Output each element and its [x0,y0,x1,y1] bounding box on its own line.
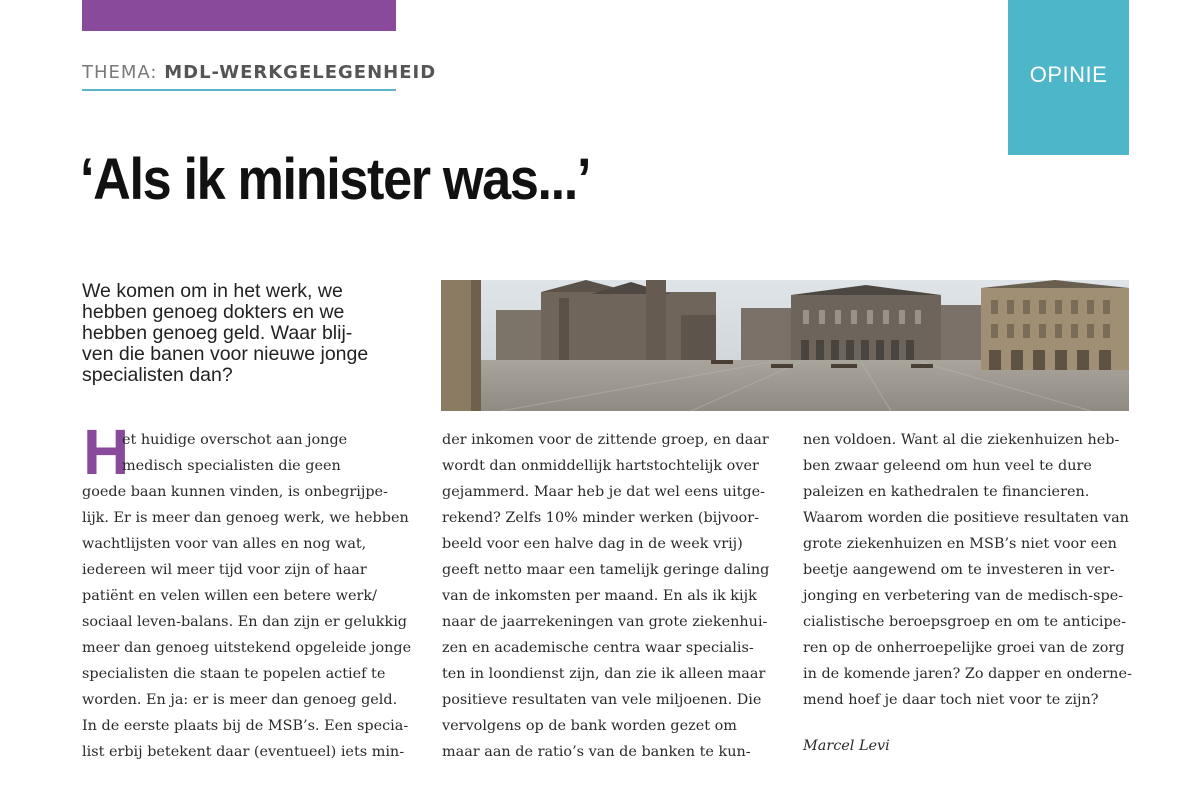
lead-line: hebben genoeg geld. Waar blij- [82,322,353,344]
text-line: geeft netto maar een tamelijk geringe daling [442,562,770,578]
text-line: In de eerste plaats bij de MSB’s. Een specia- [82,718,409,734]
text-line: positieve resultaten van vele miljoenen. Die [442,692,762,708]
text-line: zen en academische centra waar specialis- [442,640,754,656]
text-line: goede baan kunnen vinden, is onbegrijpe- [82,484,388,500]
text-line: patiënt en velen willen een betere werk/ [82,588,377,604]
binnenhof-panorama-photo [441,280,1129,411]
text-line: jonging en verbetering van de medisch-spe- [803,588,1124,604]
lead-line: hebben genoeg dokters en we [82,301,345,323]
text-line: ten in loondienst zijn, dan zie ik alleen maar [442,666,766,682]
text-line: beeld voor een halve dag in de week vrij) [442,536,743,552]
purple-accent-bar [82,0,396,31]
author-byline: Marcel Levi [803,738,890,754]
text-line: et huidige overschot aan jonge [122,432,348,448]
text-line: grote ziekenhuizen en MSB’s niet voor een [803,536,1117,552]
text-line: gejammerd. Maar heb je dat wel eens uitge- [442,484,765,500]
text-line: ben zwaar geleend om hun veel te dure [803,458,1092,474]
text-line: in de komende jaren? Zo dapper en onderne- [803,666,1132,682]
text-line: wordt dan onmiddellijk hartstochtelijk over [442,458,759,474]
theme-label: THEMA: [82,62,158,83]
text-line: sociaal leven-balans. En dan zijn er gelukkig [82,614,408,630]
text-line: medisch specialisten die geen [122,458,341,474]
text-line: van de inkomsten per maand. En als ik kijk [442,588,757,604]
text-line: nen voldoen. Want al die ziekenhuizen heb- [803,432,1120,448]
lead-line: We komen om in het werk, we [82,280,343,302]
article-lead [82,281,412,386]
text-line: beetje aangewend om te investeren in ver- [803,562,1115,578]
text-line: der inkomen voor de zittende groep, en daar [442,432,769,448]
text-line: worden. En ja: er is meer dan genoeg geld. [82,692,398,708]
text-line: iedereen wil meer tijd voor zijn of haar [82,562,367,578]
lead-line: ven die banen voor nieuwe jonge [82,343,369,365]
lead-line: specialisten dan? [82,364,233,386]
section-tag: OPINIE [1029,62,1108,87]
text-line: mend hoef je daar toch niet voor te zijn? [803,692,1099,708]
theme-value: MDL-WERKGELEGENHEID [164,62,437,83]
text-line: meer dan genoeg uitstekend opgeleide jonge [82,640,412,656]
text-line: paleizen en kathedralen te financieren. [803,484,1090,500]
theme-header [82,62,437,91]
text-line: Waarom worden die positieve resultaten van [803,510,1129,526]
text-line: cialistische beroepsgroep en om te anticipe- [803,614,1127,630]
article-title: ‘Als ik minister was...’ [80,147,591,212]
text-line: specialisten die staan te popelen actief te [82,666,386,682]
drop-cap: H [83,416,130,488]
text-line: rekend? Zelfs 10% minder werken (bijvoor- [442,510,759,526]
text-line: lijk. Er is meer dan genoeg werk, we hebben [82,510,409,526]
text-line: wachtlijsten voor van alles en nog wat, [82,536,367,552]
text-line: vervolgens op de bank worden gezet om [442,718,737,734]
section-tag-box [1008,0,1129,155]
text-line: ren op de onherroepelijke groei van de zorg [803,640,1125,656]
text-line: maar aan de ratio’s van de banken te kun- [442,744,751,760]
text-line: list erbij betekent daar (eventueel) iets min- [82,744,405,760]
text-line: naar de jaarrekeningen van grote ziekenhui- [442,614,768,630]
